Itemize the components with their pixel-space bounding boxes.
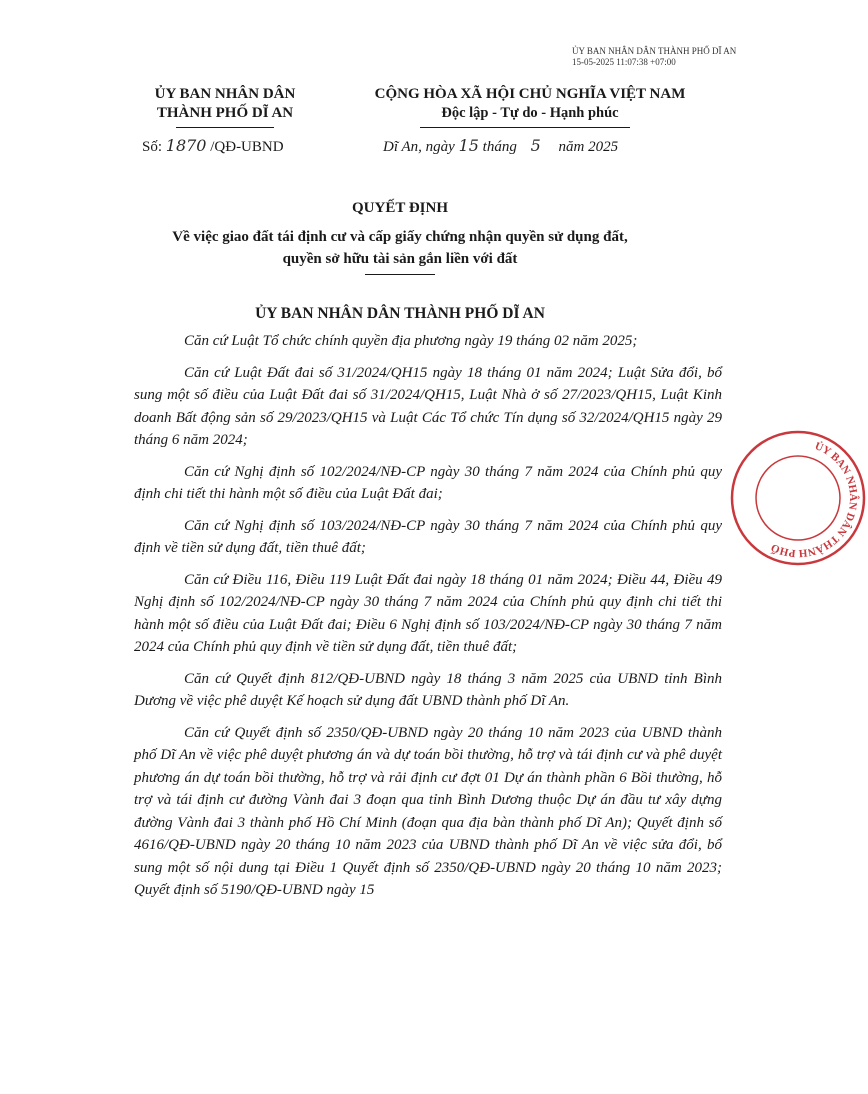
signature-timestamp: 15-05-2025 11:07:38 +07:00 xyxy=(572,57,676,67)
number-suffix: /QĐ-UBND xyxy=(210,139,284,155)
legal-basis-paragraph: Căn cứ Quyết định 812/QĐ-UBND ngày 18 tháng 3 năm 2025 của UBND tỉnh Bình Dương về việc phê duyệt Kế hoạch sử dụng đất UBND thành phố Dĩ An. xyxy=(134,670,722,709)
issuing-agency xyxy=(130,85,320,123)
date-month: 5 xyxy=(530,136,541,155)
date-month-word: tháng xyxy=(482,139,517,155)
date-day: 15 xyxy=(458,136,479,155)
document-subtitle xyxy=(100,226,700,270)
national-motto: Độc lập - Tự do - Hạnh phúc xyxy=(441,105,619,121)
number-handwritten: 1870 xyxy=(165,136,207,155)
date-year: năm 2025 xyxy=(558,139,619,155)
subtitle-line-2: quyền sở hữu tài sản gắn liền với đất xyxy=(282,251,518,267)
subtitle-line-1: Về việc giao đất tái định cư và cấp giấy chứng nhận quyền sử dụng đất, xyxy=(172,229,628,245)
motto-underline xyxy=(420,127,630,128)
agency-line-2: THÀNH PHỐ DĨ AN xyxy=(156,105,294,121)
agency-underline xyxy=(176,127,274,128)
subtitle-underline xyxy=(365,274,435,275)
document-title: QUYẾT ĐỊNH xyxy=(352,200,448,216)
legal-basis-body xyxy=(134,330,722,911)
signature-signer: ỦY BAN NHÂN DÂN THÀNH PHỐ DĨ AN xyxy=(572,46,737,56)
number-prefix: Số: xyxy=(142,139,163,155)
legal-basis-paragraph: Căn cứ Nghị định số 103/2024/NĐ-CP ngày 30 tháng 7 năm 2024 của Chính phủ quy định về tiền sử dụng đất, tiền thuê đất; xyxy=(134,517,722,556)
document-date xyxy=(383,136,618,156)
national-header xyxy=(340,85,720,123)
document-number xyxy=(142,136,284,156)
official-seal xyxy=(728,428,868,568)
legal-basis-paragraph: Căn cứ Nghị định số 102/2024/NĐ-CP ngày 30 tháng 7 năm 2024 của Chính phủ quy định chi tiết thi hành một số điều của Luật Đất đai; xyxy=(134,463,722,502)
date-place: Dĩ An, ngày xyxy=(383,139,455,155)
legal-basis-paragraph: Căn cứ Luật Đất đai số 31/2024/QH15 ngày 18 tháng 01 năm 2024; Luật Sửa đổi, bổ sung một số điều của Luật Đất đai số 31/2024/QH15, Luật Nhà ở số 27/2023/QH15, Luật Kinh doanh Bất động sản số 29/2023/QH15 và Luật Các Tổ chức Tín dụng số 32/2024/QH15 ngày 29 tháng 6 năm 2024; xyxy=(134,364,722,448)
digital-signature-stamp xyxy=(572,46,792,68)
legal-basis-paragraph: Căn cứ Điều 116, Điều 119 Luật Đất đai ngày 18 tháng 01 năm 2024; Điều 44, Điều 49 Nghị định số 102/2024/NĐ-CP ngày 30 tháng 7 năm 2024 của Chính phủ quy định chi tiết thi hành một số điều của Luật Đất đai; Điều 6 Nghị định số 103/2024/NĐ-CP ngày 30 tháng 7 năm 2024 của Chính phủ quy định về tiền sử dụng đất, tiền thuê đất; xyxy=(134,571,722,655)
legal-basis-paragraph: Căn cứ Luật Tổ chức chính quyền địa phương ngày 19 tháng 02 năm 2025; xyxy=(184,333,638,349)
agency-line-1: ỦY BAN NHÂN DÂN xyxy=(154,86,296,102)
authority-heading: ỦY BAN NHÂN DÂN THÀNH PHỐ DĨ AN xyxy=(255,305,545,322)
svg-text:ỦY BAN NHÂN DÂN THÀNH PHỐ: ỦY BAN NHÂN DÂN THÀNH PHỐ xyxy=(769,440,860,560)
national-title: CỘNG HÒA XÃ HỘI CHỦ NGHĨA VIỆT NAM xyxy=(374,86,686,102)
legal-basis-paragraph: Căn cứ Quyết định số 2350/QĐ-UBND ngày 20 tháng 10 năm 2023 của UBND thành phố Dĩ An về việc phê duyệt phương án và dự toán bồi thường, hỗ trợ và tái định cư và phê duyệt phương án dự toán bồi thường, hỗ trợ và rải định cư đợt 01 Dự án thành phần 6 Bồi thường, hỗ trợ và tái định cư đường Vành đai 3 đoạn qua tỉnh Bình Dương thuộc Dự án đầu tư xây dựng đường Vành đai 3 thành phố Hồ Chí Minh (đoạn qua địa bàn thành phố Dĩ An); Quyết định số 4616/QĐ-UBND ngày 20 tháng 10 năm 2023 của UBND thành phố Dĩ An về việc sửa đổi, bổ sung một số nội dung tại Điều 1 Quyết định số 2350/QĐ-UBND ngày 20 tháng 10 năm 2023; Quyết định số 5190/QĐ-UBND ngày 15 xyxy=(134,724,722,898)
